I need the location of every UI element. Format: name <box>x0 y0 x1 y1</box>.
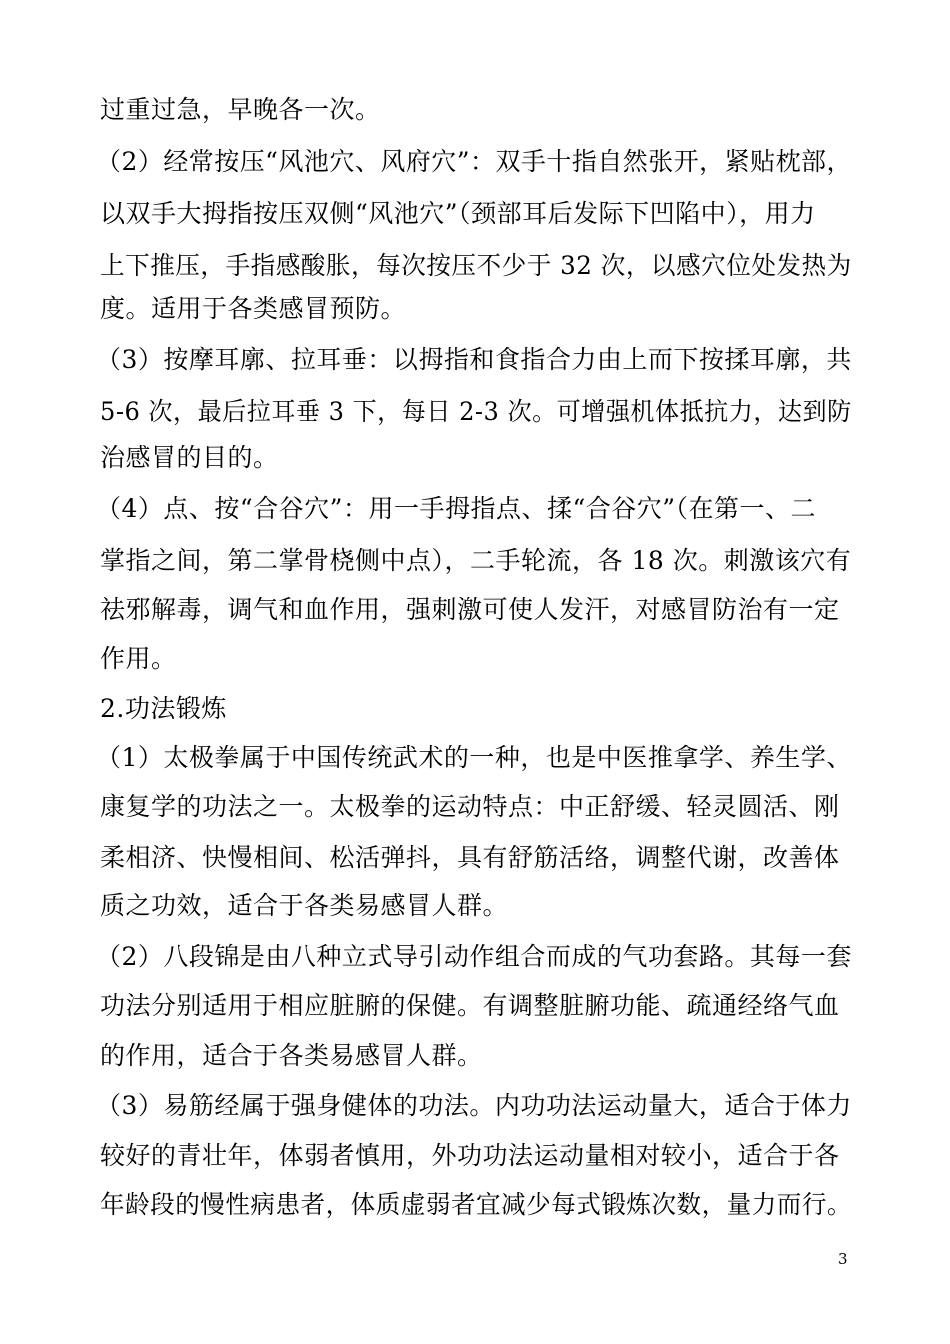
text-line-11: 祛邪解毒，调气和血作用，强刺激可使人发汗，对感冒防治有一定 <box>100 595 840 624</box>
text-line-20: 的作用，适合于各类易感冒人群。 <box>100 1041 483 1070</box>
text-line-4: 上下推压，手指感酸胀，每次按压不少于 32 次，以感穴位处发热为 <box>100 251 852 280</box>
text-line-18: （2）八段锦是由八种立式导引动作组合而成的气功套路。其每一套 <box>96 942 852 971</box>
text-line-17: 质之功效，适合于各类易感冒人群。 <box>100 891 509 920</box>
text-line-12: 作用。 <box>100 644 177 673</box>
text-line-5: 度。适用于各类感冒预防。 <box>100 294 407 323</box>
text-line-22: 较好的青壮年，体弱者慎用，外功功法运动量相对较小，适合于各 <box>100 1141 840 1170</box>
section-heading: 2.功法锻炼 <box>100 694 227 723</box>
text-line-10: 掌指之间，第二掌骨桡侧中点），二手轮流，各 18 次。刺激该穴有 <box>100 546 852 575</box>
text-line-8: 治感冒的目的。 <box>100 443 279 472</box>
text-line-1: 过重过急，早晚各一次。 <box>100 95 381 124</box>
text-line-15: 康复学的功法之一。太极拳的运动特点：中正舒缓、轻灵圆活、刚 <box>100 792 840 821</box>
text-line-19: 功法分别适用于相应脏腑的保健。有调整脏腑功能、疏通经络气血 <box>100 991 840 1020</box>
text-line-6: （3）按摩耳廓、拉耳垂：以拇指和食指合力由上而下按揉耳廓，共 <box>96 345 852 374</box>
text-line-9: （4）点、按“合谷穴”：用一手拇指点、揉“合谷穴”（在第一、二 <box>96 494 817 523</box>
text-line-16: 柔相济、快慢相间、松活弹抖，具有舒筋活络，调整代谢，改善体 <box>100 843 840 872</box>
text-line-3: 以双手大拇指按压双侧“风池穴”（颈部耳后发际下凹陷中），用力 <box>100 199 816 228</box>
page-number: 3 <box>838 1250 848 1268</box>
text-line-21: （3）易筋经属于强身健体的功法。内功功法运动量大，适合于体力 <box>96 1091 852 1120</box>
text-line-14: （1）太极拳属于中国传统武术的一种，也是中医推拿学、养生学、 <box>96 743 852 772</box>
text-line-2: （2）经常按压“风池穴、风府穴”：双手十指自然张开，紧贴枕部， <box>96 147 853 176</box>
text-line-7: 5-6 次，最后拉耳垂 3 下，每日 2-3 次。可增强机体抵抗力，达到防 <box>100 397 852 426</box>
text-line-23: 年龄段的慢性病患者，体质虚弱者宜减少每式锻炼次数，量力而行。 <box>100 1190 853 1219</box>
